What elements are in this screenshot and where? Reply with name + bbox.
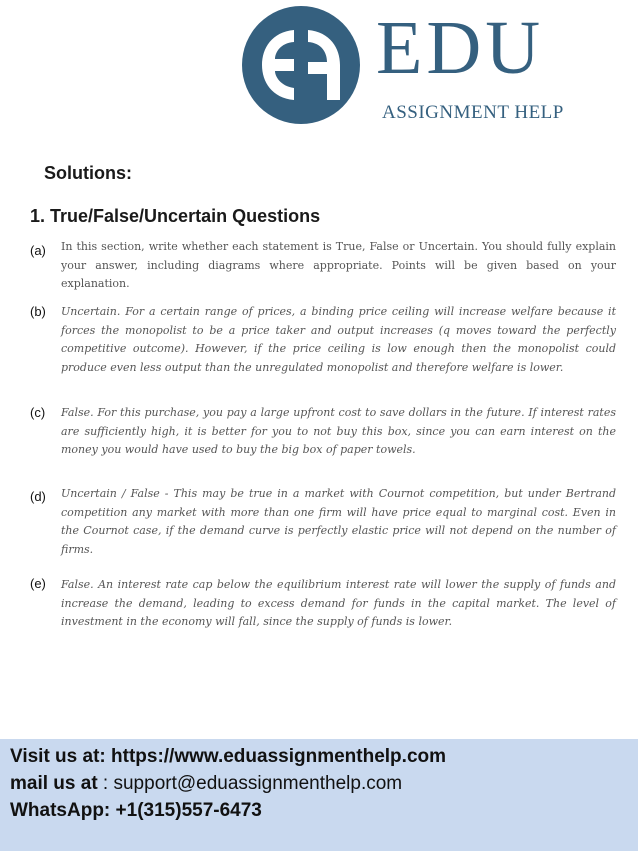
footer-mail-line bbox=[10, 772, 402, 796]
whatsapp-label: WhatsApp: bbox=[10, 800, 116, 821]
item-text: Uncertain. For a certain range of prices, a binding price ceiling will increase welfare because it forces the monopolist to be a price taker and output increases (q moves toward the perfectly competitive outcome). However, if the price ceiling is low enough then the monopolist could produce even less output than the unregulated monopolist and therefore welfare is lower. bbox=[61, 305, 616, 374]
section-heading: 1. True/False/Uncertain Questions bbox=[30, 206, 321, 226]
item-label: (e) bbox=[30, 576, 46, 591]
item-label: (a) bbox=[30, 243, 46, 258]
contact-footer bbox=[0, 739, 638, 851]
item-label: (b) bbox=[30, 304, 46, 319]
item-text: False. For this purchase, you pay a large upfront cost to save dollars in the future. If interest rates are sufficiently high, it is better for you to not buy this box, since you can earn interest on the money you would have used to buy the big box of paper towels. bbox=[61, 406, 616, 456]
brand-wordmark: EDU bbox=[376, 6, 545, 90]
item-text: Uncertain / False - This may be true in a market with Cournot competition, but under Bertrand competition any market with more than one firm will have price equal to marginal cost. Even in the Cournot case, if the demand curve is perfectly elastic price will not depend on the number of firms. bbox=[61, 487, 616, 556]
brand-tagline: ASSIGNMENT HELP bbox=[382, 102, 564, 123]
solutions-heading: Solutions: bbox=[44, 163, 132, 183]
item-label: (c) bbox=[30, 405, 46, 420]
footer-visit-line bbox=[10, 745, 446, 769]
item-label: (d) bbox=[30, 489, 46, 504]
item-text: False. An interest rate cap below the equilibrium interest rate will lower the supply of funds and increase the demand, leading to excess demand for funds in the capital market. The level of investment in the economy will fall, since the supply of funds is lower. bbox=[61, 578, 616, 628]
item-text: In this section, write whether each statement is True, False or Uncertain. You should fully explain your answer, including diagrams where appropriate. Points will be given based on your explanation. bbox=[61, 240, 616, 290]
email-link[interactable]: : support@eduassignmenthelp.com bbox=[97, 773, 403, 794]
visit-label: Visit us at: bbox=[10, 746, 112, 767]
website-link[interactable]: https://www.eduassignmenthelp.com bbox=[111, 746, 447, 767]
whatsapp-number[interactable]: +1(315)557-6473 bbox=[115, 800, 262, 821]
brand-logo bbox=[242, 6, 622, 130]
ea-monogram-logo bbox=[242, 6, 360, 124]
mail-label: mail us at bbox=[10, 773, 98, 794]
footer-whatsapp-line bbox=[10, 799, 262, 823]
